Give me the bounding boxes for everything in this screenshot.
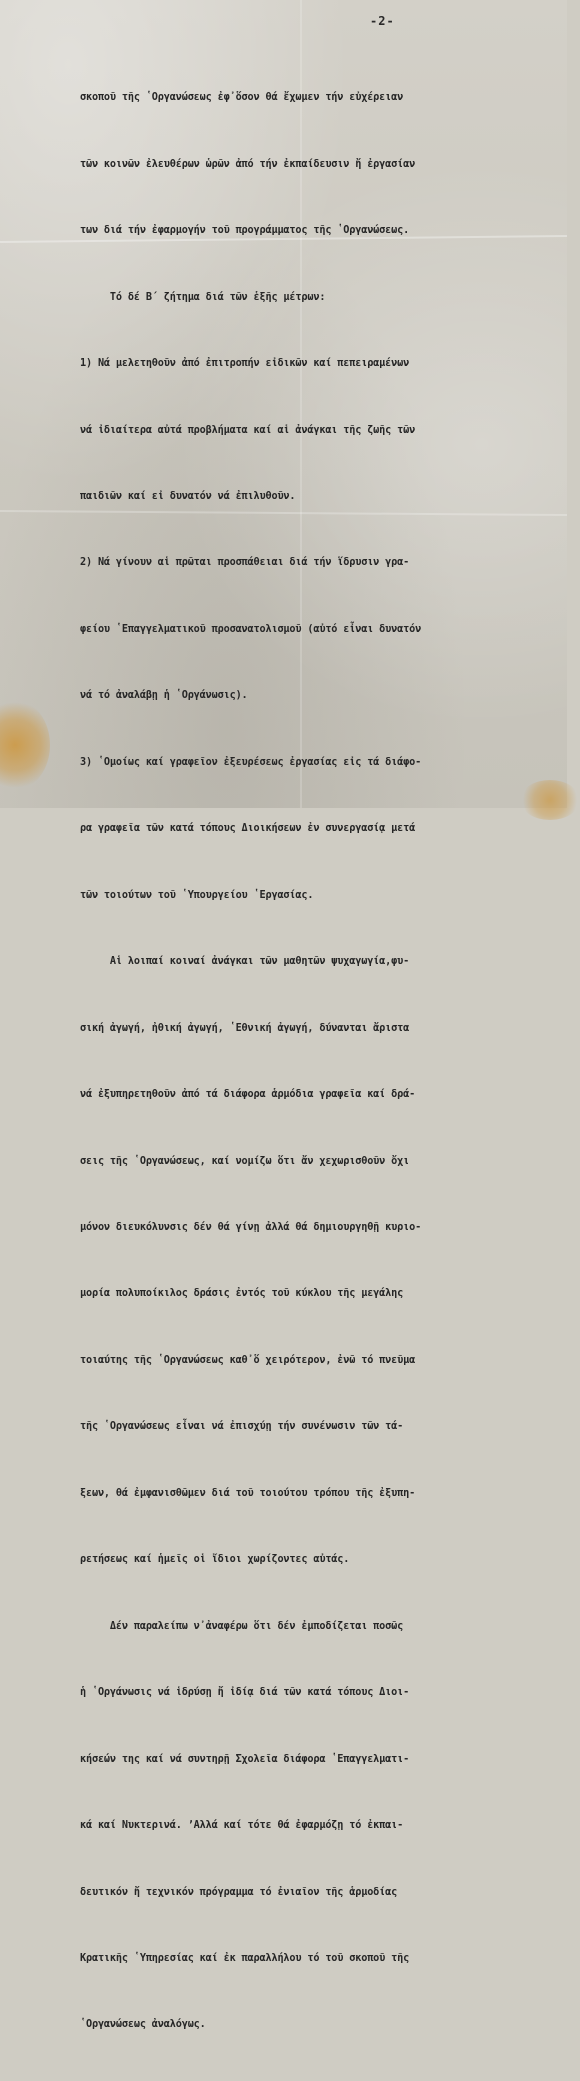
text-line: νά τό ἀναλάβῃ ἡ ʽΟργάνωσις).	[80, 690, 248, 702]
text-line: 2) Νά γίνουν αἱ πρῶται προσπάθειαι διά τήν ἵδρυσιν γρα-	[80, 557, 410, 569]
text-line: τῶν κοινῶν ἐλευθέρων ὡρῶν ἀπό τήν ἐκπαίδευσιν ἤ ἐργασίαν	[80, 158, 416, 170]
text-line: παιδιῶν καί εἰ δυνατόν νά ἐπιλυθοῦν.	[80, 491, 296, 503]
text-line: σεις τῆς ʽΟργανώσεως, καί νομίζω ὅτι ἄν χεχωρισθοῦν ὄχι	[80, 1155, 410, 1167]
text-line: σκοποῦ τῆς ʽΟργανώσεως ἐφ᾽ὅσον θά ἔχωμεν τήν εὐχέρειαν	[80, 92, 404, 104]
typewritten-text	[80, 43, 510, 2081]
text-line: σική ἀγωγή, ἠθική ἀγωγή, ʽΕθνική ἀγωγή, δύνανται ἄριστα	[80, 1022, 410, 1034]
text-line: τοιαύτης τῆς ʽΟργανώσεως καθ᾽ὅ χειρότερον, ἐνῶ τό πνεῦμα	[80, 1354, 416, 1366]
text-line: μορία πολυποίκιλος δράσις ἐντός τοῦ κύκλου τῆς μεγάλης	[80, 1288, 404, 1300]
text-line: τῶν τοιούτων τοῦ ʽΥπουργείου ʽΕργασίας.	[80, 889, 314, 901]
text-line: 3) ʽΟμοίως καί γραφεῖον ἐξευρέσεως ἐργασίας εἰς τά διάφο-	[80, 756, 422, 768]
text-line: Δέν παραλείπω ν᾽ἀναφέρω ὅτι δέν ἐμποδίζεται ποσῶς	[80, 1620, 404, 1632]
paper-stain	[0, 700, 50, 790]
text-line: ξεων, θά ἐμφανισθῶμεν διά τοῦ τοιούτου τρόπου τῆς ἐξυπη-	[80, 1487, 416, 1499]
text-line: τῆς ʽΟργανώσεως εἶναι νά ἐπισχύῃ τήν συνένωσιν τῶν τά-	[80, 1421, 404, 1433]
text-line: Αἱ λοιπαί κοιναί ἀνάγκαι τῶν μαθητῶν ψυχαγωγία,φυ-	[80, 956, 410, 968]
text-line: ἡ ʽΟργάνωσις νά ἱδρύσῃ ἤ ἰδίᾳ διά τῶν κατά τόπους Διοι-	[80, 1687, 410, 1699]
text-line: των διά τήν ἐφαρμογήν τοῦ προγράμματος τῆς ʽΟργανώσεως.	[80, 225, 410, 237]
text-line: Τό δέ Β΄ ζήτημα διά τῶν ἑξῆς μέτρων:	[80, 291, 326, 303]
text-line: φείου ʽΕπαγγελματικοῦ προσανατολισμοῦ (αὐτό εἶναι δυνατόν	[80, 623, 422, 635]
text-line: κά καί Νυκτερινά. ʼΑλλά καί τότε θά ἐφαρμόζῃ τό ἐκπαι-	[80, 1820, 404, 1832]
paper-stain	[520, 780, 580, 820]
text-line: Κρατικῆς ʽΥπηρεσίας καί ἐκ παραλλήλου τό τοῦ σκοποῦ τῆς	[80, 1953, 410, 1964]
text-line: ρα γραφεῖα τῶν κατά τόπους Διοικήσεων ἐν συνεργασίᾳ μετά	[80, 823, 416, 835]
text-line: ʽΟργανώσεως ἀναλόγως.	[80, 2019, 206, 2031]
text-line: νά ἐξυπηρετηθοῦν ἀπό τά διάφορα ἁρμόδια γραφεῖα καί δρά-	[80, 1089, 416, 1101]
text-line: κήσεών της καί νά συντηρῇ Σχολεῖα διάφορα ʽΕπαγγελματι-	[80, 1753, 410, 1765]
text-line: 1) Νά μελετηθοῦν ἀπό ἐπιτροπήν εἰδικῶν καί πεπειραμένων	[80, 358, 410, 370]
text-line: ρετήσεως καί ἡμεῖς οἱ ἴδιοι χωρίζοντες αὐτάς.	[80, 1554, 350, 1566]
text-line: δευτικόν ἤ τεχνικόν πρόγραμμα τό ἐνιαῖον τῆς ἁρμοδίας	[80, 1886, 398, 1898]
text-line: νά ἰδιαίτερα αὐτά προβλήματα καί αἱ ἀνάγκαι τῆς ζωῆς τῶν	[80, 424, 416, 436]
page-number: -2-	[370, 14, 395, 28]
text-line: μόνον διευκόλυνσις δέν θά γίνῃ ἀλλά θά δημιουργηθῇ κυριο-	[80, 1222, 422, 1234]
